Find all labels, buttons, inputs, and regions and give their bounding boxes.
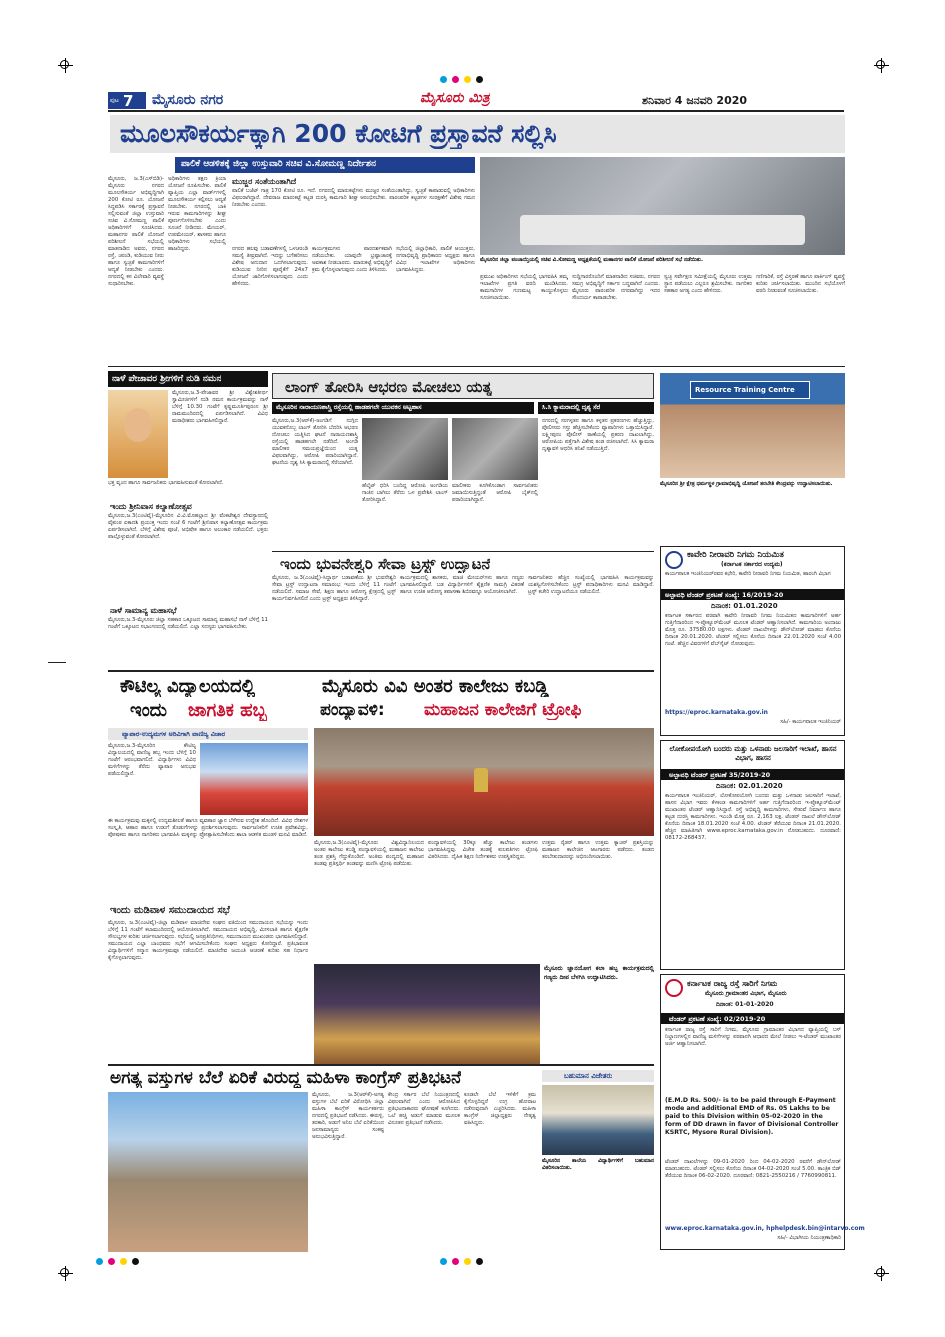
training-centre-photo — [660, 373, 845, 478]
page-number: 7 — [123, 92, 134, 110]
color-bar-left — [96, 1258, 156, 1266]
kalyanotsava-subhead: ಇಂದು ಶ್ರೀನಿವಾಸ ಕಲ್ಯಾಣೋತ್ಸವ — [110, 502, 192, 511]
kabaddi-headline-1: ಮೈಸೂರು ವಿವಿ ಅಂತರ ಕಾಲೇಜು ಕಬಡ್ಡಿ — [322, 676, 549, 697]
tender-1-date: ದಿನಾಂಕ: 01.01.2020 — [711, 602, 778, 610]
lead-body-col-6: ಸಭೆಯಲ್ಲಿ ಜಿಲ್ಲಾಧಿಕಾರಿ, ಪಾಲಿಕೆ ಆಯುಕ್ತರು, ನಗರಾಭಿವೃದ್ಧಿ ಪ್ರಾಧಿಕಾರದ ಅಧ್ಯಕ್ಷರು ಹಾಗೂ ವಿವಿಧ ಇಲಾಖೆಗಳ ಅಧಿಕಾರಿಗಳು ಭಾಗವಹಿಸಿದ್ದರು. — [396, 246, 475, 273]
tender-1-org: ಕಾವೇರಿ ನೀರಾವರಿ ನಿಗಮ ನಿಯಮಿತ — [687, 550, 784, 560]
tender-3-org-sub: ಮೈಸೂರು ಗ್ರಾಮಾಂತರ ವಿಭಾಗ, ಮೈಸೂರು — [705, 990, 787, 997]
pejawar-swamiji-photo — [108, 390, 168, 478]
kabaddi-body-col-1: ಮೈಸೂರು,ಜ.3(ಎಂಟಿವೈ)-ಮೈಸೂರು ವಿಶ್ವವಿದ್ಯಾನಿಲಯದ ಅಂತರ ಕಾಲೇಜು ಕಬಡ್ಡಿ ಪಂದ್ಯಾವಳಿಯಲ್ಲಿ ಮಹಾಜನ ಕಾಲೇಜು ತಂಡ ಪ್ರಶಸ್ತಿ ಗೆದ್ದುಕೊಂಡಿದೆ. ಅಂತಿಮ ಪಂದ್ಯದಲ್ಲಿ ಮಹಾಜನ ತಂಡವು ಪ್ರತಿಸ್ಪರ್ಧಿ ತಂಡವನ್ನು ಮಣಿಸಿ ಟ್ರೋಫಿ ಪಡೆಯಿತು. — [314, 840, 424, 867]
robbery-headline: ಲಾಂಗ್ ತೋರಿಸಿ ಆಭರಣ ಮೋಚಲು ಯತ್ನ — [272, 373, 654, 399]
lead-body-col-7: ಪ್ರಮುಖ ಅಧಿಕಾರಿಗಳು ಸಭೆಯಲ್ಲಿ ಭಾಗವಹಿಸಿ ತಮ್ಮ ಇಲಾಖೆಗಳ ಪ್ರಗತಿ ವರದಿ ಮಂಡಿಸಿದರು. ಕಾಮಗಾರಿಗಳ ಗುಣಮಟ್ಟ ಕಾಯ್ದುಕೊಳ್ಳಲು ಸೂಚಿಸಲಾಯಿತು. — [480, 274, 568, 301]
trophy-icon — [474, 768, 488, 792]
lead-body-col-8: ಸುದ್ದಿಗಾರರೊಂದಿಗೆ ಮಾತನಾಡಿದ ಸಚಿವರು, ನಗರದ ಸಮಗ್ರ ಅಭಿವೃದ್ಧಿಗೆ ಸರ್ಕಾರ ಬದ್ಧವಾಗಿದೆ ಎಂದರು. ಮೈಸೂರು ಪಾರಂಪರಿಕ ನಗರವಾಗಿದ್ದು ಇದರ ಸೌಂದರ್ಯ ಕಾಪಾಡಬೇಕು. — [572, 274, 660, 301]
masthead — [108, 88, 844, 112]
lead-body-col-9: ಸ್ವಚ್ಛ ಸರ್ವೇಕ್ಷಣ ಸಮೀಕ್ಷೆಯಲ್ಲಿ ಮೈಸೂರು ಉತ್ತಮ ಸ್ಥಾನ ಪಡೆಯಲು ಎಲ್ಲರೂ ಶ್ರಮಿಸಬೇಕು. ನಾಗರಿಕರ ಸಹಕಾರ ಅಗತ್ಯ ಎಂದು ಹೇಳಿದರು. — [664, 274, 752, 294]
mahasabhe-subhead: ನಾಳೆ ಸಾಮಾನ್ಯ ಮಹಾಸಭೆ — [110, 606, 177, 615]
lead-photo-caption: ಮೈಸೂರಿನ ಜಿಲ್ಲಾ ಪಂಚಾಯ್ತಿಯಲ್ಲಿ ಸಚಿವ ವಿ.ಸೋಮಣ್ಣ ಅಧ್ಯಕ್ಷತೆಯಲ್ಲಿ ಮಹಾನಗರ ಪಾಲಿಕೆ ಯೋಜನೆ ಪರಿಶೀಲನೆ ಸಭೆ ನಡೆಯಿತು. — [480, 257, 704, 263]
obituary-headline: ನಾಳೆ ಪೇಜಾವರ ಶ್ರೀಗಳಿಗೆ ನುಡಿ ನಮನ — [108, 371, 268, 387]
lead-body-col-3: ಪಾಲಿಕೆ ಬಜೆಟ್ ಗಾತ್ರ 170 ಕೋಟಿ ರೂ. ಇದೆ. ನಗರದಲ್ಲಿ ಮಾರುಕಟ್ಟೆಗಳು ಮುಜ್ಜರ ಸಂತೆಯಂತಾಗಿದ್ದು, ಸ್ವಚ್ಛತೆ ಕಾಪಾಡುವಲ್ಲಿ ಅಧಿಕಾರಿಗಳು ವಿಫಲರಾಗಿದ್ದಾರೆ. ದೇವರಾಜ ಮಾರುಕಟ್ಟೆ ಕಟ್ಟಡ ದುರಸ್ತಿ ಕಾಮಗಾರಿ ಶೀಘ್ರ ಆರಂಭಿಸಬೇಕು. ಪಾರಂಪರಿಕ ಕಟ್ಟಡಗಳ ಸಂರಕ್ಷಣೆಗೆ ವಿಶೇಷ ಗಮನ ನೀಡಬೇಕು ಎಂದರು. — [232, 188, 475, 208]
lead-body-col-5: ಕಾರ್ಯಕ್ರಮಗಳು ಪಾರದರ್ಶಕವಾಗಿ ನಡೆಯಬೇಕು. ಯಾವುದೇ ಭ್ರಷ್ಟಾಚಾರಕ್ಕೆ ಅವಕಾಶ ನೀಡಬಾರದು. ಮಾರುಕಟ್ಟೆ ಅಭಿವೃದ್ಧಿಗೆ ಕ್ರಮ ಕೈಗೊಳ್ಳಲಾಗುವುದು ಎಂದು ತಿಳಿಸಿದರು. — [312, 246, 392, 273]
meeting-table — [520, 215, 805, 245]
magenta-dot — [108, 1258, 115, 1265]
kabaddi-body-col-3: ಉತ್ತಮ ರೈಡರ್ ಹಾಗೂ ಉತ್ತಮ ಕ್ಯಾಚರ್ ಪ್ರಶಸ್ತಿಯನ್ನು ಮಹಾಜನ ಕಾಲೇಜಿನ ಆಟಗಾರರು ಪಡೆದರು. ತಂಡದ ತರಬೇತುದಾರರನ್ನು ಅಭಿನಂದಿಸಲಾಯಿತು. — [542, 840, 654, 860]
registration-mark-icon — [60, 1268, 69, 1277]
kabaddi-team-photo — [314, 728, 654, 836]
cyan-dot — [440, 1258, 447, 1265]
obituary-body-2: ಭಕ್ತ ವೃಂದ ಹಾಗೂ ಸಾರ್ವಜನಿಕರು ಭಾಗವಹಿಸುವಂತೆ ಕೋರಲಾಗಿದೆ. — [108, 480, 224, 486]
event-caption: ಮೈಸೂರು ಜ್ಞಾನಯೋಗ ಕಲಾ ಹಬ್ಬ ಕಾರ್ಯಕ್ರಮದಲ್ಲಿ ಗಣ್ಯರು ದೀಪ ಬೆಳಗಿಸಿ ಉದ್ಘಾಟಿಸಿದರು. — [544, 965, 654, 981]
crop-mark — [48, 662, 66, 663]
robbery-body-col-1: ಮೈಸೂರು,ಜ.3(ಆರ್‌ಕೆ)-ಅಂಗಡಿಗೆ ನುಗ್ಗಿದ ಯುವಕನೊಬ್ಬ ಲಾಂಗ್ ತೋರಿಸಿ ಬೆದರಿಸಿ ಆಭರಣ ದೋಚಲು ಯತ್ನಿಸಿದ ಘಟನೆ ನಾರಾಯಣಶಾಸ್ತ್ರಿ ರಸ್ತೆಯಲ್ಲಿ ಹಾಡಹಗಲೇ ನಡೆದಿದೆ. ಅಂಗಡಿ ಮಾಲೀಕರ ಸಮಯಪ್ರಜ್ಞೆಯಿಂದ ಯತ್ನ ವಿಫಲವಾಗಿದ್ದು, ಆರೋಪಿ ಪರಾರಿಯಾಗಿದ್ದಾನೆ. ಘಟನೆಯ ದೃಶ್ಯ ಸಿಸಿ ಕ್ಯಾಮರಾದಲ್ಲಿ ಸೆರೆಯಾಗಿದೆ. — [272, 418, 358, 466]
newspaper-logo: ಮೈಸೂರು ಮಿತ್ರ — [420, 90, 490, 106]
tender-3-url[interactable]: www.eproc.karnataka.gov.in, hphelpdesk.bin@intarvo.com — [665, 1225, 865, 1232]
kautilya-stalls-photo — [200, 743, 308, 815]
page-label: ಪುಟ — [110, 97, 119, 104]
tender-2-notice-bar: ಅಲ್ಪಾವಧಿ ಟೆಂಡರ್ ಪ್ರಕಟಣೆ 35/2019-20 — [661, 769, 844, 780]
tender-1-org-sub: (ಕರ್ನಾಟಕ ಸರ್ಕಾರದ ಉದ್ಯಮ) — [721, 561, 783, 568]
tender-2-body: ಕಾರ್ಯಪಾಲಕ ಇಂಜಿನಿಯರ್, ಲೋಕೋಪಯೋಗಿ ಬಂದರು ಮತ್ತು ಒಳನಾಡು ಜಲಸಾರಿಗೆ ಇಲಾಖೆ, ಹಾಸನ ವಿಭಾಗ ಇವರು ಕೆಳಕಂಡ ಕಾಮಗಾರಿಗಳಿಗೆ ಅರ್ಹ ಗುತ್ತಿಗೆದಾರರಿಂದ ಇ-ಪ್ರೊಕ್ಯೂರ್‌ಮೆಂಟ್ ಮುಖಾಂತರ ಟೆಂಡರ್ ಆಹ್ವಾನಿಸಿದ್ದಾರೆ. ರಸ್ತೆ ಅಭಿವೃದ್ಧಿ ಕಾಮಗಾರಿಗಳು, ಸೇತುವೆ ನಿರ್ಮಾಣ ಹಾಗೂ ಕಟ್ಟಡ ದುರಸ್ತಿ ಕಾಮಗಾರಿಗಳು. ಇಎಂಡಿ ಮೊತ್ತ ರೂ. 2,163 ಲಕ್ಷ. ಟೆಂಡರ್ ದಾಖಲೆ ಡೌನ್‌ಲೋಡ್ ಕೊನೆಯ ದಿನಾಂಕ 18.01.2020 ಸಂಜೆ 4.00. ಟೆಂಡರ್ ತೆರೆಯುವ ದಿನಾಂಕ 21.01.2020. ಹೆಚ್ಚಿನ ಮಾಹಿತಿಗಾಗಿ www.eproc.karnataka.gov.in ನೋಡಬಹುದು. ದೂರವಾಣಿ: 08172-268437. — [665, 793, 841, 841]
tender-2-date: ದಿನಾಂಕ: 02.01.2020 — [716, 782, 783, 790]
tender-3-body: ಕರ್ನಾಟಕ ರಾಜ್ಯ ರಸ್ತೆ ಸಾರಿಗೆ ನಿಗಮ, ಮೈಸೂರು ಗ್ರಾಮಾಂತರ ವಿಭಾಗದ ವ್ಯಾಪ್ತಿಯಲ್ಲಿ ಬಸ್ ನಿಲ್ದಾಣಗಳಲ್ಲಿನ ವಾಣಿಜ್ಯ ಮಳಿಗೆಗಳನ್ನು ಪರವಾನಗಿ ಆಧಾರದ ಮೇಲೆ ನೀಡಲು ಇ-ಟೆಂಡರ್ ಮುಖಾಂತರ ಅರ್ಜಿ ಆಹ್ವಾನಿಸಲಾಗಿದೆ. — [665, 1027, 841, 1047]
tender-notice-3: ಕರ್ನಾಟಕ ರಾಜ್ಯ ರಸ್ತೆ ಸಾರಿಗೆ ನಿಗಮ ಮೈಸೂರು ಗ್ರಾಮಾಂತರ ವಿಭಾಗ, ಮೈಸೂರು ಟೆಂಡರ್ ಪ್ರಕಟಣೆ ಸಂಖ್ಯೆ: 02/2019-20 ದಿನಾಂಕ: 01-01-2020 ಕರ್ನಾಟಕ ರಾಜ್ಯ ರಸ್ತೆ ಸಾರಿಗೆ ನಿಗಮ, ಮೈಸೂರು ಗ್ರಾಮಾಂತರ ವಿಭಾಗದ ವ್ಯಾಪ್ತಿಯಲ್ಲಿ ಬಸ್ ನಿಲ್ದಾಣಗಳಲ್ಲಿನ ವಾಣಿಜ್ಯ ಮಳಿಗೆಗಳನ್ನು ಪರವಾನಗಿ ಆಧಾರದ ಮೇಲೆ ನೀಡಲು ಇ-ಟೆಂಡರ್ ಮುಖಾಂತರ ಅರ್ಜಿ ಆಹ್ವಾನಿಸಲಾಗಿದೆ. (E.M.D Rs. 500/- is to be paid through E-Payment mode and additional EMD of Rs. 05 Lakhs to be paid to this Division within 05-02-2020 in the form of DD drawn in favor of Divisional Controller KSRTC, Mysore Rural Division). ಟೆಂಡರ್ ದಾಖಲೆಗಳನ್ನು 09-01-2020 ರಿಂದ 04-02-2020 ರವರೆಗೆ ಡೌನ್‌ಲೋಡ್ ಮಾಡಬಹುದು. ಟೆಂಡರ್ ಸಲ್ಲಿಸಲು ಕೊನೆಯ ದಿನಾಂಕ 04-02-2020 ಸಂಜೆ 5.00. ತಾಂತ್ರಿಕ ಬಿಡ್ ತೆರೆಯುವ ದಿನಾಂಕ 06-02-2020. ದೂರವಾಣಿ: 0821-2550216 / 7760990811. www.eproc.karnataka.gov.in, hphelpdesk.bin@intarvo.com ಸಹಿ/- ವಿಭಾಗೀಯ ನಿಯಂತ್ರಣಾಧಿಕಾರಿ — [660, 974, 845, 1250]
robbery-tag-1: ಮೈಸೂರಿನ ನಾರಾಯಣಶಾಸ್ತ್ರಿ ರಸ್ತೆಯಲ್ಲಿ ಹಾಡಹಗಲೇ ಯುವಕನ ಅಟ್ಟಹಾಸ — [272, 402, 534, 414]
cctv-still-1 — [362, 418, 448, 480]
bhuvaneshwari-body-col-1: ಮೈಸೂರು, ಜ.3(ಎಂಟಿವೈ)-ಸಿದ್ದಾರ್ಥ ಬಡಾವಣೆಯ ಶ್ರೀ ಭುವನೇಶ್ವರಿ ಸೇವಾ ಟ್ರಸ್ಟ್ ಉದ್ಘಾಟನಾ ಸಮಾರಂಭ ಇಂದು ಬೆಳಿಗ್ಗೆ 11 ಗಂಟೆಗೆ ನಡೆಯಲಿದೆ. ಸಮಾಜ ಸೇವೆ, ಶಿಕ್ಷಣ ಹಾಗೂ ಆರೋಗ್ಯ ಕ್ಷೇತ್ರದಲ್ಲಿ ಟ್ರಸ್ಟ್ ಕಾರ್ಯನಿರ್ವಹಿಸಲಿದೆ ಎಂದು ಟ್ರಸ್ಟ್ ಅಧ್ಯಕ್ಷರು ತಿಳಿಸಿದ್ದಾರೆ. — [272, 575, 396, 602]
event-stage-photo — [314, 964, 540, 1064]
training-caption: ಮೈಸೂರಿನ ಶ್ರೀ ಕ್ಷೇತ್ರ ಧರ್ಮಸ್ಥಳ ಗ್ರಾಮಾಭಿವೃದ್ಧಿ ಯೋಜನೆ ತರಬೇತಿ ಕೇಂದ್ರವನ್ನು ಉದ್ಘಾಟಿಸಲಾಯಿತು. — [660, 481, 833, 487]
tender-3-english: (E.M.D Rs. 500/- is to be paid through E-Payment mode and additional EMD of Rs. 05 Lakhs to be paid to this Division within 05-02-2020 in the form of DD drawn in favor of Divisional Controller KSRTC, Mysore Rural Division). — [665, 1097, 839, 1136]
ksrtc-logo-icon — [665, 979, 683, 997]
divider-2 — [272, 551, 654, 552]
portrait-face — [124, 408, 152, 442]
cauvery-logo-icon — [665, 551, 683, 569]
madivala-subhead: ಇಂದು ಮಡಿವಾಳ ಸಮುದಾಯದ ಸಭೆ — [110, 905, 230, 916]
winners-photo — [542, 1085, 654, 1155]
section-divider — [108, 366, 845, 367]
protest-photo — [108, 1092, 308, 1252]
obituary-body: ಮೈಸೂರು,ಜ.3-ಪೇಜಾವರ ಶ್ರೀ ವಿಶ್ವೇಶತೀರ್ಥ ಸ್ವಾಮೀಜಿಗಳಿಗೆ ನುಡಿ ನಮನ ಕಾರ್ಯಕ್ರಮವನ್ನು ನಾಳೆ ಬೆಳಿಗ್ಗೆ 10.30 ಗಂಟೆಗೆ ಕೃಷ್ಣಮೂರ್ತಿಪುರಂನ ಶ್ರೀ ರಾಮಮಂದಿರದಲ್ಲಿ ಏರ್ಪಡಿಸಲಾಗಿದೆ. ವಿವಿಧ ಮಠಾಧೀಶರು ಭಾಗವಹಿಸಲಿದ್ದಾರೆ. — [172, 390, 268, 424]
lead-body-col-1: ಮೈಸೂರು, ಜ.3(ಎಸ್‌ಬಿಡಿ)-ಮೈಸೂರು ನಗರದ ಮೂಲಸೌಕರ್ಯ ಅಭಿವೃದ್ಧಿಗಾಗಿ 200 ಕೋಟಿ ರೂ. ಯೋಜನೆ ಸಿದ್ಧಪಡಿಸಿ ಸರ್ಕಾರಕ್ಕೆ ಪ್ರಸ್ತಾವನೆ ಸಲ್ಲಿಸುವಂತೆ ಜಿಲ್ಲಾ ಉಸ್ತುವಾರಿ ಸಚಿವ ವಿ.ಸೋಮಣ್ಣ ಪಾಲಿಕೆ ಅಧಿಕಾರಿಗಳಿಗೆ ಸೂಚಿಸಿದರು. ಮಹಾನಗರ ಪಾಲಿಕೆ ಯೋಜನೆ ಪರಿಶೀಲನೆ ಸಭೆಯಲ್ಲಿ ಮಾತನಾಡಿದ ಅವರು, ನಗರದ ರಸ್ತೆ, ಚರಂಡಿ, ಕುಡಿಯುವ ನೀರು ಹಾಗೂ ಸ್ವಚ್ಛತೆ ಕಾಮಗಾರಿಗಳಿಗೆ ಆದ್ಯತೆ ನೀಡಬೇಕು ಎಂದರು. ನಗರದಲ್ಲಿ ಕಸ ವಿಲೇವಾರಿ ವ್ಯವಸ್ಥೆ ಸುಧಾರಿಸಬೇಕು. — [108, 176, 164, 287]
kabaddi-headline-2: ಪಂದ್ಯಾವಳಿ: ಮಹಾಜನ ಕಾಲೇಜಿಗೆ ಟ್ರೋಫಿ — [320, 700, 582, 720]
protest-body-col-2: ಕೇಂದ್ರ ಸರ್ಕಾರ ಬೆಲೆ ನಿಯಂತ್ರಣದಲ್ಲಿ ವಿಫಲವಾಗಿದೆ ಎಂದು ಆರೋಪಿಸಿದ ಪ್ರತಿಭಟನಾಕಾರರು ಘೋಷಣೆ ಕೂಗಿದರು. ಒಲೆ ಹಚ್ಚಿ ಅಡುಗೆ ಮಾಡುವ ಮೂಲಕ ವಿನೂತನ ಪ್ರತಿಭಟನೆ ನಡೆಸಿದರು. — [388, 1092, 460, 1126]
magenta-dot — [452, 76, 459, 83]
protest-body-col-3: ಕೂಡಲೇ ಬೆಲೆ ಇಳಿಕೆಗೆ ಕ್ರಮ ಕೈಗೊಳ್ಳದಿದ್ದರೆ ಉಗ್ರ ಹೋರಾಟ ನಡೆಸುವುದಾಗಿ ಎಚ್ಚರಿಸಿದರು. ಮಹಿಳಾ ಕಾಂಗ್ರೆಸ್ ಜಿಲ್ಲಾಧ್ಯಕ್ಷರು ನೇತೃತ್ವ ವಹಿಸಿದ್ದರು. — [464, 1092, 536, 1126]
cyan-dot — [96, 1258, 103, 1265]
divider-4 — [108, 1064, 654, 1066]
issue-date: ಶನಿವಾರ 4 ಜನವರಿ 2020 — [642, 94, 748, 107]
kautilya-headline-line-2: ಇಂದು ಜಾಗತಿಕ ಹಬ್ಬ — [130, 700, 267, 721]
madivala-body: ಮೈಸೂರು, ಜ.3(ಎಂಟಿವೈ)-ಜಿಲ್ಲಾ ಮಡಿವಾಳ ಮಾಚಿದೇವ ಸಂಘದ ವತಿಯಿಂದ ಸಮುದಾಯದ ಸಭೆಯನ್ನು ಇಂದು ಬೆಳಿಗ್ಗೆ 11 ಗಂಟೆಗೆ ಕಲಾಮಂದಿರದಲ್ಲಿ ಆಯೋಜಿಸಲಾಗಿದೆ. ಸಮುದಾಯದ ಅಭಿವೃದ್ಧಿ, ಮೀಸಲಾತಿ ಹಾಗೂ ಶೈಕ್ಷಣಿಕ ಸೌಲಭ್ಯಗಳ ಕುರಿತು ಚರ್ಚಿಸಲಾಗುವುದು. ಸಭೆಯಲ್ಲಿ ಜನಪ್ರತಿನಿಧಿಗಳು, ಸಮುದಾಯದ ಮುಖಂಡರು ಭಾಗವಹಿಸಲಿದ್ದಾರೆ. ಸಮುದಾಯದ ಎಲ್ಲಾ ಬಾಂಧವರು ಸಭೆಗೆ ಆಗಮಿಸಬೇಕೆಂದು ಸಂಘದ ಅಧ್ಯಕ್ಷರು ಕೋರಿದ್ದಾರೆ. ಪ್ರತಿಭಾವಂತ ವಿದ್ಯಾರ್ಥಿಗಳಿಗೆ ಸನ್ಮಾನ ಕಾರ್ಯಕ್ರಮವೂ ನಡೆಯಲಿದೆ. ಮಾಚಿದೇವ ಜಯಂತಿ ಆಚರಣೆ ಕುರಿತು ಸಹ ನಿರ್ಧಾರ ಕೈಗೊಳ್ಳಲಾಗುವುದು. — [108, 920, 308, 961]
lead-body-col-2: ಅಧಿಕಾರಿಗಳು ತಕ್ಷಣ ಕ್ರಿಯಾ ಯೋಜನೆ ರೂಪಿಸಬೇಕು. ಪಾಲಿಕೆ ವ್ಯಾಪ್ತಿಯ ಎಲ್ಲಾ ವಾರ್ಡ್‌ಗಳಲ್ಲಿ ಮೂಲಸೌಕರ್ಯ ಕಲ್ಪಿಸಲು ಆದ್ಯತೆ ನೀಡಬೇಕು. ನಗರದಲ್ಲಿ ಬಾಕಿ ಇರುವ ಕಾಮಗಾರಿಗಳನ್ನು ಶೀಘ್ರ ಪೂರ್ಣಗೊಳಿಸಬೇಕು ಎಂದು ಸೂಚನೆ ನೀಡಿದರು. ಮೇಯರ್, ಉಪಮೇಯರ್, ಶಾಸಕರು ಹಾಗೂ ಅಧಿಕಾರಿಗಳು ಸಭೆಯಲ್ಲಿ ಹಾಜರಿದ್ದರು. — [168, 176, 226, 252]
robbery-body-col-3: ಮಾಲೀಕರು ಕೂಗಿಕೊಂಡಾಗ ಸಾರ್ವಜನಿಕರು ಜಮಾಯಿಸುತ್ತಿದ್ದಂತೆ ಆರೋಪಿ ಬೈಕ್‌ನಲ್ಲಿ ಪರಾರಿಯಾಗಿದ್ದಾನೆ. — [452, 483, 538, 503]
lead-body-col-4: ನಗರದ ಹಲವು ಬಡಾವಣೆಗಳಲ್ಲಿ ಒಳಚರಂಡಿ ಸಮಸ್ಯೆ ತೀವ್ರವಾಗಿದೆ. ಇದನ್ನು ಬಗೆಹರಿಸಲು ವಿಶೇಷ ಅನುದಾನ ಒದಗಿಸಲಾಗುವುದು. ಕುಡಿಯುವ ನೀರಿನ ಪೂರೈಕೆಗೆ 24x7 ಯೋಜನೆ ಜಾರಿಗೊಳಿಸಲಾಗುವುದು ಎಂದು ಹೇಳಿದರು. — [232, 246, 308, 287]
kautilya-headline-line-1: ಕೌಟಿಲ್ಯ ವಿದ್ಯಾಲಯದಲ್ಲಿ — [120, 676, 256, 697]
black-dot — [476, 1258, 483, 1265]
tender-notice-2 — [660, 740, 845, 970]
magenta-dot — [452, 1258, 459, 1265]
lead-headline: ಮೂಲಸೌಕರ್ಯಕ್ಕಾಗಿ 200 ಕೋಟಿಗೆ ಪ್ರಸ್ತಾವನೆ ಸಲ್ಲಿಸಿ — [110, 115, 845, 153]
tender-1-body: ಕರ್ನಾಟಕ ಸರ್ಕಾರದ ಪರವಾಗಿ ಕಾವೇರಿ ನೀರಾವರಿ ನಿಗಮ ನಿಯಮಿತದ ಕಾಮಗಾರಿಗಳಿಗೆ ಅರ್ಹ ಗುತ್ತಿಗೆದಾರರಿಂದ ಇ-ಪ್ರೊಕ್ಯೂರ್‌ಮೆಂಟ್ ಮೂಲಕ ಟೆಂಡರ್ ಆಹ್ವಾನಿಸಲಾಗಿದೆ. ಕಾಮಗಾರಿಯ ಅಂದಾಜು ಮೊತ್ತ ರೂ. 37580.00 ಲಕ್ಷಗಳು. ಟೆಂಡರ್ ದಾಖಲೆಗಳನ್ನು ಡೌನ್‌ಲೋಡ್ ಮಾಡಲು ಕೊನೆಯ ದಿನಾಂಕ 20.01.2020. ಟೆಂಡರ್ ಸಲ್ಲಿಸಲು ಕೊನೆಯ ದಿನಾಂಕ 22.01.2020 ಸಂಜೆ 4.00 ಗಂಟೆ. ಹೆಚ್ಚಿನ ವಿವರಗಳಿಗೆ ವೆಬ್‌ಸೈಟ್ ನೋಡುವುದು. — [665, 613, 841, 647]
yellow-dot — [464, 76, 471, 83]
bhuvaneshwari-body-col-2: ಕಾರ್ಯಕ್ರಮದಲ್ಲಿ ಶಾಸಕರು, ಮಾಜಿ ಮೇಯರ್‌ಗಳು ಹಾಗೂ ಗಣ್ಯರು ಭಾಗವಹಿಸಲಿದ್ದಾರೆ. ಬಡ ವಿದ್ಯಾರ್ಥಿಗಳಿಗೆ ಶೈಕ್ಷಣಿಕ ಸಾಮಗ್ರಿ ವಿತರಣೆ ಹಾಗೂ ಉಚಿತ ಆರೋಗ್ಯ ತಪಾಸಣಾ ಶಿಬಿರವನ್ನೂ ಆಯೋಜಿಸಲಾಗಿದೆ. — [400, 575, 524, 595]
bhuvaneshwari-headline: ಇಂದು ಭುವನೇಶ್ವರಿ ಸೇವಾ ಟ್ರಸ್ಟ್ ಉದ್ಘಾಟನೆ — [280, 555, 491, 573]
robbery-body-col-4: ನಗರದಲ್ಲಿ ಸರಗಳ್ಳತನ ಹಾಗೂ ಕಳ್ಳತನ ಪ್ರಕರಣಗಳು ಹೆಚ್ಚುತ್ತಿದ್ದು, ಪೊಲೀಸರು ಗಸ್ತು ಹೆಚ್ಚಿಸಬೇಕೆಂದು ವ್ಯಾಪಾರಿಗಳು ಒತ್ತಾಯಿಸಿದ್ದಾರೆ. ಲಕ್ಷ್ಮೀಪುರಂ ಪೊಲೀಸ್ ಠಾಣೆಯಲ್ಲಿ ಪ್ರಕರಣ ದಾಖಲಾಗಿದ್ದು, ಆರೋಪಿಯ ಪತ್ತೆಗಾಗಿ ವಿಶೇಷ ತಂಡ ರಚಿಸಲಾಗಿದೆ. ಸಿಸಿ ಕ್ಯಾಮರಾ ದೃಶ್ಯಾವಳಿ ಆಧರಿಸಿ ತನಿಖೆ ನಡೆಯುತ್ತಿದೆ. — [542, 418, 654, 452]
mahasabhe-body: ಮೈಸೂರು,ಜ.3-ಮೈಸೂರು ಜಿಲ್ಲಾ ಸಹಕಾರ ಒಕ್ಕೂಟದ ಸಾಮಾನ್ಯ ಮಹಾಸಭೆ ನಾಳೆ ಬೆಳಿಗ್ಗೆ 11 ಗಂಟೆಗೆ ಒಕ್ಕೂಟದ ಸಭಾಂಗಣದಲ್ಲಿ ನಡೆಯಲಿದೆ. ಎಲ್ಲಾ ಸದಸ್ಯರು ಭಾಗವಹಿಸಬೇಕು. — [108, 617, 268, 630]
yellow-dot — [464, 1258, 471, 1265]
tender-1-notice-bar: ಅಲ್ಪಾವಧಿ ಟೆಂಡರ್ ಪ್ರಕಟಣೆ ಸಂಖ್ಯೆ: 16/2019-20 — [661, 589, 844, 600]
black-dot — [132, 1258, 139, 1265]
lead-body-col-10: ಗಣಿಗಾರಿಕೆ, ರಸ್ತೆ ವಿಸ್ತರಣೆ ಹಾಗೂ ಪಾರ್ಕಿಂಗ್ ವ್ಯವಸ್ಥೆ ಕುರಿತು ಚರ್ಚಿಸಲಾಯಿತು. ಮುಂದಿನ ಸಭೆಯೊಳಗೆ ವರದಿ ನೀಡುವಂತೆ ಸೂಚಿಸಲಾಯಿತು. — [756, 274, 845, 294]
training-banner: Resource Training Centre — [690, 381, 810, 399]
kabaddi-body-col-2: ಪಂದ್ಯಾವಳಿಯಲ್ಲಿ 30ಕ್ಕೂ ಹೆಚ್ಚು ಕಾಲೇಜು ತಂಡಗಳು ಭಾಗವಹಿಸಿದ್ದವು. ವಿಜೇತ ತಂಡಕ್ಕೆ ಕುಲಪತಿಗಳು ಟ್ರೋಫಿ ವಿತರಿಸಿದರು. ದೈಹಿಕ ಶಿಕ್ಷಣ ನಿರ್ದೇಶಕರು ಉಪಸ್ಥಿತರಿದ್ದರು. — [428, 840, 538, 860]
black-dot — [476, 76, 483, 83]
registration-mark-icon — [876, 60, 885, 69]
tender-3-date: ದಿನಾಂಕ: 01-01-2020 — [716, 1001, 774, 1008]
color-bar-top — [440, 76, 500, 84]
page-number-badge — [108, 92, 146, 109]
tender-3-notice-bar: ಟೆಂಡರ್ ಪ್ರಕಟಣೆ ಸಂಖ್ಯೆ: 02/2019-20 — [661, 1013, 844, 1024]
divider-3 — [108, 670, 654, 672]
kalyanotsava-body: ಮೈಸೂರು,ಜ.3(ಎಂಟಿವೈ)-ಮೈಸೂರಿನ ವಿ.ವಿ.ಮೊಹಲ್ಲಾದ ಶ್ರೀ ವೆಂಕಟೇಶ್ವರ ದೇವಸ್ಥಾನದಲ್ಲಿ ವೈಕುಂಠ ಏಕಾದಶಿ ಪ್ರಯುಕ್ತ ಇಂದು ಸಂಜೆ 6 ಗಂಟೆಗೆ ಶ್ರೀನಿವಾಸ ಕಲ್ಯಾಣೋತ್ಸವ ಕಾರ್ಯಕ್ರಮ ಏರ್ಪಡಿಸಲಾಗಿದೆ. ಬೆಳಿಗ್ಗೆ ವಿಶೇಷ ಪೂಜೆ, ಅಭಿಷೇಕ ಹಾಗೂ ಅಲಂಕಾರ ನಡೆಯಲಿದೆ. ಭಕ್ತರು ಪಾಲ್ಗೊಳ್ಳುವಂತೆ ಕೋರಲಾಗಿದೆ. — [108, 513, 268, 540]
tender-3-org: ಕರ್ನಾಟಕ ರಾಜ್ಯ ರಸ್ತೆ ಸಾರಿಗೆ ನಿಗಮ — [687, 979, 778, 988]
cctv-still-2 — [452, 418, 538, 480]
yellow-dot — [120, 1258, 127, 1265]
registration-mark-icon — [876, 1268, 885, 1277]
masthead-rule — [108, 110, 844, 112]
bhuvaneshwari-body-col-3: ಸಾರ್ವಜನಿಕರು ಹೆಚ್ಚಿನ ಸಂಖ್ಯೆಯಲ್ಲಿ ಭಾಗವಹಿಸಿ ಕಾರ್ಯಕ್ರಮವನ್ನು ಯಶಸ್ವಿಗೊಳಿಸಬೇಕೆಂದು ಟ್ರಸ್ಟ್ ಪದಾಧಿಕಾರಿಗಳು ಮನವಿ ಮಾಡಿದ್ದಾರೆ. ಟ್ರಸ್ಟ್ ಕಚೇರಿ ಉದ್ಘಾಟನೆಯೂ ನಡೆಯಲಿದೆ. — [528, 575, 654, 595]
lead-kicker: ಪಾಲಿಕೆ ಆಡಳಿತಕ್ಕೆ ಜಿಲ್ಲಾ ಉಸ್ತುವಾರಿ ಸಚಿವ ವಿ.ಸೋಮಣ್ಣ ನಿರ್ದೇಶನ — [175, 157, 475, 173]
cyan-dot — [440, 76, 447, 83]
lead-subhead: ಮುಜ್ಜರ ಸಂತೆಯಂತಾಗಿದೆ — [232, 177, 297, 186]
winners-caption: ಮೈಸೂರಿನ ಶಾಲೆಯ ವಿದ್ಯಾರ್ಥಿಗಳಿಗೆ ಬಹುಮಾನ ವಿತರಿಸಲಾಯಿತು. — [542, 1158, 654, 1171]
color-bar-bottom — [440, 1258, 500, 1266]
section-title: ಮೈಸೂರು ನಗರ — [152, 92, 224, 108]
robbery-body-col-2: ಹೆಲ್ಮೆಟ್ ಧರಿಸಿ ಬಂದಿದ್ದ ಆರೋಪಿ ಅಂಗಡಿಯ ಗಾಜಿನ ಬಾಗಿಲು ತೆರೆದು ಒಳ ಪ್ರವೇಶಿಸಿ ಲಾಂಗ್ ತೋರಿಸಿದ್ದಾನೆ. — [362, 483, 448, 503]
tender-2-org: ಲೋಕೋಪಯೋಗಿ ಬಂದರು ಮತ್ತು ಒಳನಾಡು ಜಲಸಾರಿಗೆ ಇಲಾಖೆ, ಹಾಸನ ವಿಭಾಗ, ಹಾಸನ — [669, 745, 837, 762]
kautilya-body-2: ಈ ಕಾರ್ಯಕ್ರಮವು ಮಕ್ಕಳಲ್ಲಿ ಉದ್ಯಮಶೀಲತೆ ಹಾಗೂ ವ್ಯವಹಾರ ಜ್ಞಾನ ಬೆಳೆಸುವ ಉದ್ದೇಶ ಹೊಂದಿದೆ. ವಿವಿಧ ದೇಶಗಳ ಸಂಸ್ಕೃತಿ, ಆಹಾರ ಹಾಗೂ ಉಡುಗೆ ತೊಡುಗೆಗಳನ್ನು ಪ್ರದರ್ಶಿಸಲಾಗುವುದು. ಸಾರ್ವಜನಿಕರಿಗೆ ಉಚಿತ ಪ್ರವೇಶವಿದ್ದು, ಪೋಷಕರು ಹಾಗೂ ನಾಗರಿಕರು ಭಾಗವಹಿಸಿ ಮಕ್ಕಳನ್ನು ಪ್ರೋತ್ಸಾಹಿಸಬೇಕೆಂದು ಶಾಲಾ ಆಡಳಿತ ಮಂಡಳಿ ಮನವಿ ಮಾಡಿದೆ. — [108, 818, 308, 838]
tender-notice-1: ಕಾವೇರಿ ನೀರಾವರಿ ನಿಗಮ ನಿಯಮಿತ (ಕರ್ನಾಟಕ ಸರ್ಕಾರದ ಉದ್ಯಮ) ಕಾರ್ಯಪಾಲಕ ಇಂಜಿನಿಯರ್‌ರವರ ಕಛೇರಿ, ಕಾವೇರಿ ನೀರಾವರಿ ನಿಗಮ ನಿಯಮಿತ, ಹಾರಂಗಿ ವಿಭಾಗ ಅಲ್ಪಾವಧಿ ಟೆಂಡರ್ ಪ್ರಕಟಣೆ ಸಂಖ್ಯೆ: 16/2019-20 ದಿನಾಂಕ: 01.01.2020 ಕರ್ನಾಟಕ ಸರ್ಕಾರದ ಪರವಾಗಿ ಕಾವೇರಿ ನೀರಾವರಿ ನಿಗಮ ನಿಯಮಿತದ ಕಾಮಗಾರಿಗಳಿಗೆ ಅರ್ಹ ಗುತ್ತಿಗೆದಾರರಿಂದ ಇ-ಪ್ರೊಕ್ಯೂರ್‌ಮೆಂಟ್ ಮೂಲಕ ಟೆಂಡರ್ ಆಹ್ವಾನಿಸಲಾಗಿದೆ. ಕಾಮಗಾರಿಯ ಅಂದಾಜು ಮೊತ್ತ ರೂ. 37580.00 ಲಕ್ಷಗಳು. ಟೆಂಡರ್ ದಾಖಲೆಗಳನ್ನು ಡೌನ್‌ಲೋಡ್ ಮಾಡಲು ಕೊನೆಯ ದಿನಾಂಕ 20.01.2020. ಟೆಂಡರ್ ಸಲ್ಲಿಸಲು ಕೊನೆಯ ದಿನಾಂಕ 22.01.2020 ಸಂಜೆ 4.00 ಗಂಟೆ. ಹೆಚ್ಚಿನ ವಿವರಗಳಿಗೆ ವೆಬ್‌ಸೈಟ್ ನೋಡುವುದು. https://eproc.karnataka.gov.in ಸಹಿ/- ಕಾರ್ಯಪಾಲಕ ಇಂಜಿನಿಯರ್ — [660, 546, 845, 736]
robbery-tag-2: ಸಿ.ಸಿ ಕ್ಯಾಮರಾದಲ್ಲಿ ದೃಶ್ಯ ಸೆರೆ — [538, 402, 654, 414]
meeting-photo — [480, 157, 845, 255]
winners-label: ಬಹುಮಾನ ವಿಜೇತರು — [542, 1070, 654, 1082]
registration-mark-icon — [60, 60, 69, 69]
kautilya-body-1: ಮೈಸೂರು,ಜ.3-ಮೈಸೂರಿನ ಕೌಟಿಲ್ಯ ವಿದ್ಯಾಲಯದಲ್ಲಿ ವಾಣಿಜ್ಯ ಹಬ್ಬ ಇಂದು ಬೆಳಿಗ್ಗೆ 10 ಗಂಟೆಗೆ ಆರಂಭವಾಗಲಿದೆ. ವಿದ್ಯಾರ್ಥಿಗಳು ವಿವಿಧ ಮಳಿಗೆಗಳನ್ನು ತೆರೆದು ವ್ಯಾಪಾರ ಅನುಭವ ಪಡೆಯಲಿದ್ದಾರೆ. — [108, 743, 196, 777]
tender-1-url[interactable]: https://eproc.karnataka.gov.in — [665, 709, 768, 716]
protest-headline: ಅಗತ್ಯ ವಸ್ತುಗಳ ಬೆಲೆ ಏರಿಕೆ ವಿರುದ್ಧ ಮಹಿಳಾ ಕಾಂಗ್ರೆಸ್ ಪ್ರತಿಭಟನೆ — [110, 1068, 462, 1088]
protest-body-col-1: ಮೈಸೂರು, ಜ.3(ಆರ್‌ಕೆ)-ಅಗತ್ಯ ವಸ್ತುಗಳ ಬೆಲೆ ಏರಿಕೆ ವಿರೋಧಿಸಿ ಜಿಲ್ಲಾ ಮಹಿಳಾ ಕಾಂಗ್ರೆಸ್ ಕಾರ್ಯಕರ್ತರು ನಗರದಲ್ಲಿ ಪ್ರತಿಭಟನೆ ನಡೆಸಿದರು. ಈರುಳ್ಳಿ, ತರಕಾರಿ, ಅಡುಗೆ ಅನಿಲ ಬೆಲೆ ಏರಿಕೆಯಿಂದ ಜನಸಾಮಾನ್ಯರು ಸಂಕಷ್ಟ ಅನುಭವಿಸುತ್ತಿದ್ದಾರೆ. — [312, 1092, 384, 1140]
kautilya-kicker: ವ್ಯಾಪಾರ-ಉದ್ಯಮಗಳ ಅರಿವಿಗಾಗಿ ವಾಣಿಜ್ಯ ವಿಚಾರ — [108, 728, 308, 740]
